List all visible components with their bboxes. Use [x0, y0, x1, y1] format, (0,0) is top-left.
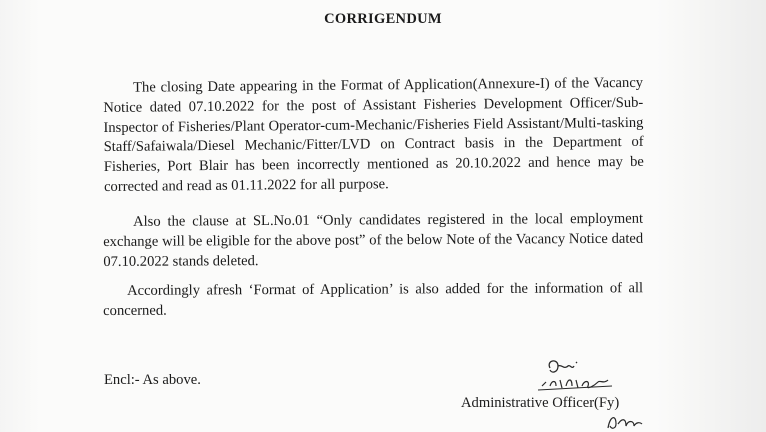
- paragraph-format-added: Accordingly afresh ‘Format of Application’ is also added for the information of all concerned.: [103, 280, 644, 319]
- page-edge-right: [656, 0, 766, 432]
- handwritten-signature: [528, 356, 638, 396]
- document-title: CORRIGENDUM: [324, 11, 442, 27]
- initials-signature: [604, 410, 644, 432]
- page-edge-left: [0, 0, 40, 432]
- signatory-designation: Administrative Officer(Fy): [461, 395, 620, 411]
- paragraph-closing-date: The closing Date appearing in the Format of Application(Annexure-I) of the Vacancy Notice dated 07.10.2022 for the post of Assistant Fisheries Development Officer/Sub-Inspector of Fisheries/Plant Operator-cum-Mechanic/Fisheries Field Assistant/Multi-tasking Staff/Safaiwala/Diesel Mechanic/Fitter/LVD on Contract basis in the Department of Fisheries, Port Blair has been incorrectly mentioned as 20.10.2022 and hence may be corrected and read as 01.11.2022 for all purpose.: [103, 74, 644, 195]
- paragraph-clause-deleted: Also the clause at SL.No.01 “Only candidates registered in the local employment exchange will be eligible for the above post” of the below Note of the Vacancy Notice dated 07.10.2022 stands deleted.: [103, 210, 644, 270]
- enclosure-note: Encl:- As above.: [104, 372, 201, 388]
